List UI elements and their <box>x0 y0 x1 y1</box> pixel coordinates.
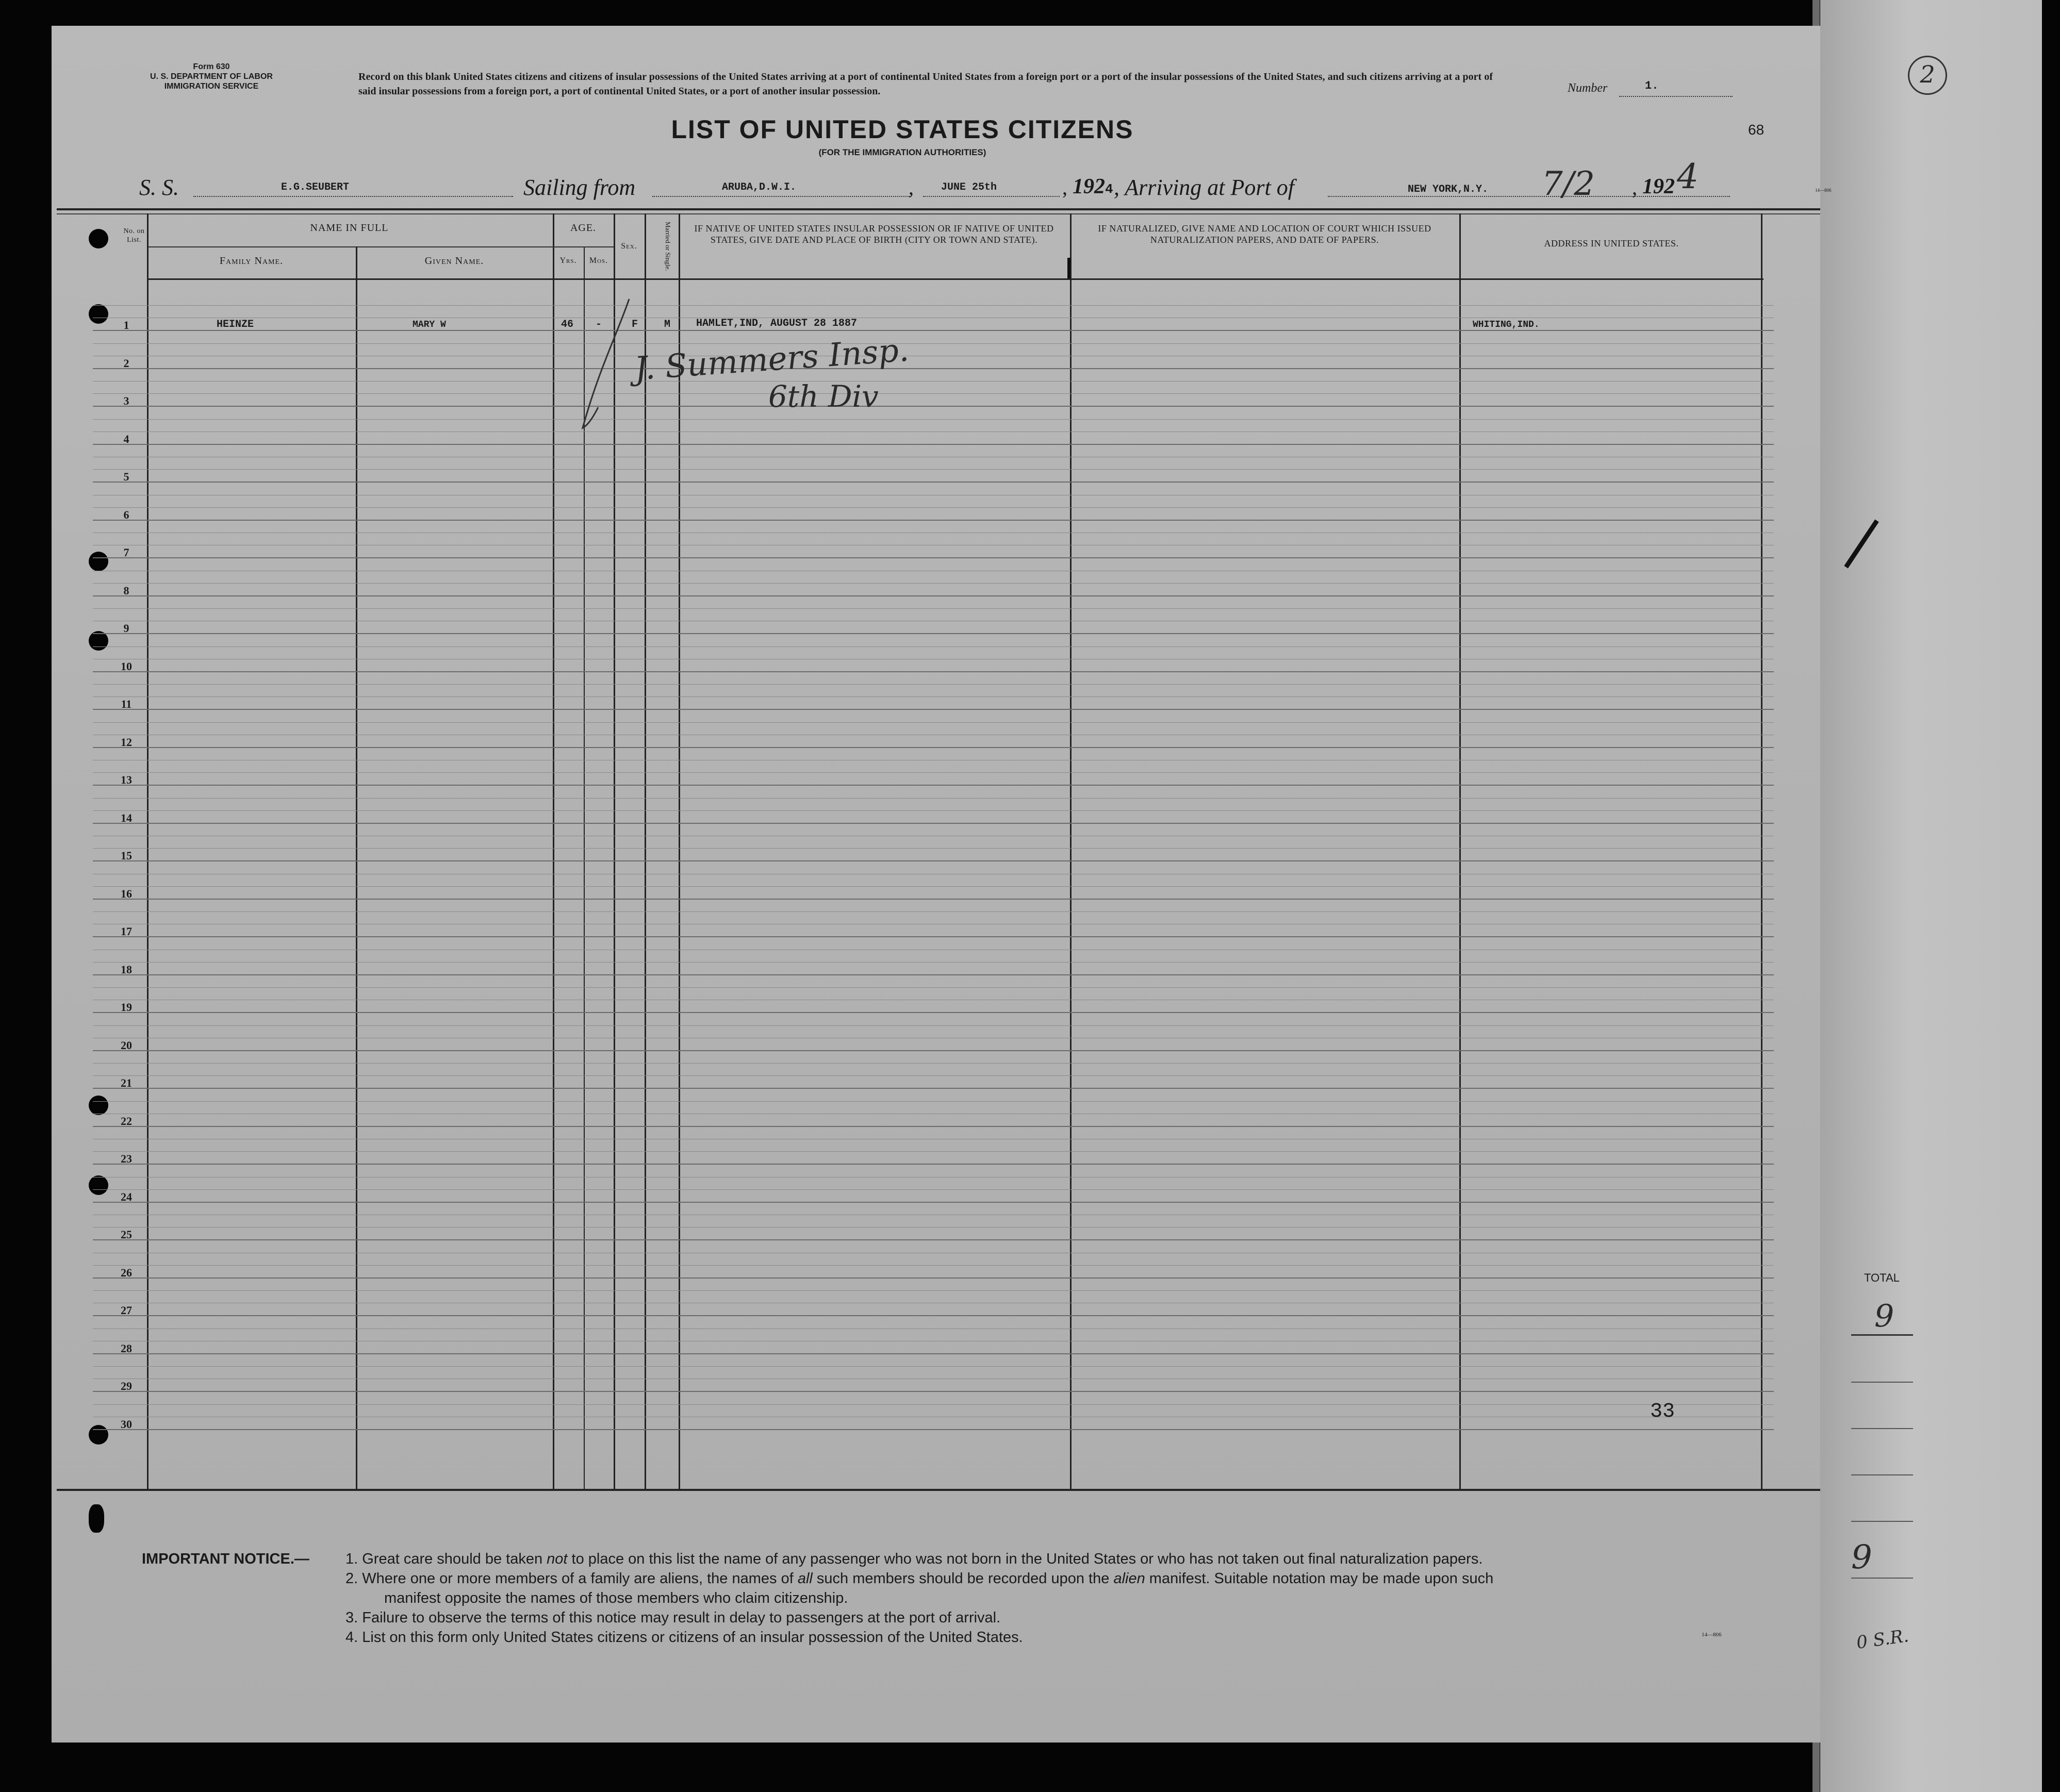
col-address: ADDRESS IN UNITED STATES. <box>1544 238 1679 248</box>
row-rule <box>93 520 1774 521</box>
row-rule <box>93 1277 1774 1279</box>
row-number: 10 <box>121 659 132 673</box>
arrival-date-handwritten: 7/2 <box>1542 165 1595 203</box>
row-number: 8 <box>123 584 129 597</box>
col-name-in-full: NAME IN FULL <box>310 222 389 234</box>
ss-label: S. S. <box>139 175 179 200</box>
row-rule <box>93 583 1774 584</box>
notice-item-1: 1. Great care should be taken not to place on this list the name of any passenger who was not born in the United States or who has not taken out final naturalization papers. <box>345 1551 1483 1567</box>
entry-sex: F <box>632 319 638 330</box>
row-rule <box>93 860 1774 861</box>
row-rule <box>93 1126 1774 1127</box>
row-rule <box>93 482 1774 483</box>
row-rule <box>93 393 1774 394</box>
row-rule <box>93 1366 1774 1367</box>
ship-name: E.G.SEUBERT <box>281 181 350 193</box>
department-name: U. S. DEPARTMENT OF LABOR <box>150 72 273 81</box>
comma: , <box>1632 176 1637 199</box>
row-number: 17 <box>121 925 132 938</box>
departure-year-prefix: 192 <box>1073 175 1105 198</box>
col-given-name: Given Name. <box>424 255 484 267</box>
row-rule <box>93 1063 1774 1064</box>
entry-birth-place-date: HAMLET,IND, AUGUST 28 1887 <box>696 318 858 329</box>
notice-item-3: 3. Failure to observe the terms of this notice may result in delay to passengers at the port of arrival. <box>345 1610 1001 1626</box>
row-number: 23 <box>121 1152 132 1165</box>
col-married-single: Married or Single. <box>664 222 672 271</box>
notice-item-2-cont: manifest opposite the names of those members who claim citizenship. <box>384 1590 848 1606</box>
page-title: LIST OF UNITED STATES CITIZENS <box>671 115 1134 144</box>
ink-mark <box>1067 258 1070 278</box>
row-number: 29 <box>121 1380 132 1392</box>
row-rule <box>93 785 1774 786</box>
row-rule <box>93 684 1774 685</box>
number-label: Number <box>1568 81 1608 95</box>
row-number: 15 <box>121 849 132 862</box>
row-rule <box>93 747 1774 748</box>
row-rule <box>93 368 1774 369</box>
print-code-bottom: 14—806 <box>1702 1632 1722 1638</box>
margin-pen-stroke <box>1836 516 1882 572</box>
row-rule <box>93 330 1774 331</box>
print-code-top: 14—806 <box>1815 188 1832 193</box>
arriving-label: , Arriving at Port of <box>1114 175 1294 200</box>
margin-lower-value: 9 <box>1851 1538 1872 1577</box>
row-number: 13 <box>121 773 132 786</box>
row-number: 28 <box>121 1341 132 1355</box>
number-value: 1. <box>1645 79 1659 92</box>
header-bottom-rule <box>147 278 1764 280</box>
notice-item-4: 4. List on this form only United States citizens or citizens of an insular possession of the United States. <box>345 1629 1023 1646</box>
row-rule <box>93 1290 1774 1291</box>
row-rule <box>93 1075 1774 1076</box>
inspector-signature: J. Summers Insp. <box>633 330 910 388</box>
punch-hole <box>89 1504 104 1533</box>
row-rule <box>93 823 1774 824</box>
arrival-year-suffix: 4 <box>1677 157 1699 196</box>
row-rule <box>93 595 1774 596</box>
row-number: 24 <box>121 1190 132 1203</box>
row-rule <box>93 469 1774 470</box>
row-rule <box>93 305 1774 306</box>
inspector-division: 6th Div <box>768 379 879 414</box>
col-no-on-list: No. on List. <box>123 227 145 244</box>
row-number: 27 <box>121 1304 132 1317</box>
row-rule <box>93 1050 1774 1051</box>
inspector-pen-stroke <box>578 289 639 443</box>
row-number: 25 <box>121 1228 132 1241</box>
col-sex: Sex. <box>621 242 637 251</box>
col-age: AGE. <box>570 222 597 234</box>
row-rule <box>93 1353 1774 1354</box>
margin-total-label: TOTAL <box>1864 1271 1900 1284</box>
row-number: 20 <box>121 1038 132 1052</box>
col-naturalized: IF NATURALIZED, GIVE NAME AND LOCATION OF COURT WHICH ISSUED NATURALIZATION PAPERS, AND DATE OF PAPERS. <box>1098 223 1431 245</box>
entry-marital-status: M <box>664 319 671 330</box>
row-rule <box>93 936 1774 937</box>
departure-date: JUNE 25th <box>941 181 997 193</box>
margin-bottom-mark: 0 S.R. <box>1855 1625 1910 1653</box>
row-number: 3 <box>123 394 129 407</box>
adjacent-page-edge <box>1820 0 2042 1792</box>
row-rule <box>93 1239 1774 1240</box>
row-rule <box>93 1202 1774 1203</box>
col-native-birth: IF NATIVE OF UNITED STATES INSULAR POSSESSION OR IF NATIVE OF UNITED STATES, GIVE DATE AND PLACE OF BIRTH (CITY OR TOWN AND STATE). <box>694 223 1054 245</box>
form-instructions: Record on this blank United States citizens and citizens of insular possessions of the United States arriving at a port of continental United States from a foreign port or a port of the insular possessions of the United States, and such citizens arriving at a port of said insular possessions from a foreign port, a port of continental United States, or a port of another insular possession. <box>358 71 1493 97</box>
row-rule <box>93 722 1774 723</box>
row-rule <box>93 974 1774 975</box>
row-number: 22 <box>121 1114 132 1127</box>
row-rule <box>93 1164 1774 1165</box>
departure-port: ARUBA,D.W.I. <box>722 181 797 193</box>
notice-item-2: 2. Where one or more members of a family are aliens, the names of all such members should be recorded upon the alien manifest. Suitable notation may be made upon such <box>345 1570 1494 1587</box>
form-issuer-block <box>103 62 320 91</box>
row-number: 30 <box>121 1417 132 1431</box>
entry-family-name: HEINZE <box>217 319 254 330</box>
row-rule <box>93 406 1774 407</box>
table-frame-top <box>57 208 1820 1499</box>
page-number: 68 <box>1748 122 1765 138</box>
row-rule <box>93 1025 1774 1026</box>
entry-given-name: MARY W <box>413 320 446 330</box>
entry-address: WHITING,IND. <box>1473 320 1540 330</box>
row-rule <box>93 810 1774 811</box>
row-rule <box>93 1088 1774 1089</box>
arrival-port: NEW YORK,N.Y. <box>1408 184 1489 195</box>
comma: , <box>909 176 914 199</box>
row-rule <box>93 1101 1774 1102</box>
row-rule <box>93 1315 1774 1316</box>
margin-total-value: 9 <box>1874 1298 1894 1334</box>
row-number: 14 <box>121 811 132 824</box>
row-number: 7 <box>123 546 129 559</box>
row-rule <box>93 1151 1774 1152</box>
row-number: 18 <box>121 963 132 976</box>
departure-year-suffix: 4 <box>1105 181 1113 197</box>
form-number: Form 630 <box>193 62 230 71</box>
entry-age-months: - <box>596 319 602 330</box>
row-number: 4 <box>123 432 129 445</box>
row-number: 1 <box>123 319 129 331</box>
row-rule <box>93 886 1774 887</box>
sailing-from-label: Sailing from <box>523 175 636 200</box>
row-rule <box>93 507 1774 508</box>
col-mos: Mos. <box>589 256 608 265</box>
row-number: 5 <box>123 470 129 483</box>
row-rule <box>93 1265 1774 1266</box>
entry-age-years: 46 <box>561 319 574 330</box>
col-yrs: Yrs. <box>559 256 577 265</box>
row-rule <box>93 608 1774 609</box>
page-subtitle: (FOR THE IMMIGRATION AUTHORITIES) <box>818 147 986 157</box>
service-name: IMMIGRATION SERVICE <box>164 82 259 91</box>
row-rule <box>93 633 1774 634</box>
bottom-count-number: 33 <box>1650 1400 1675 1423</box>
row-rule <box>93 1391 1774 1392</box>
row-rule <box>93 848 1774 849</box>
row-number: 9 <box>123 622 129 635</box>
row-rule <box>93 899 1774 900</box>
row-number: 11 <box>121 698 132 710</box>
row-rule <box>93 772 1774 773</box>
col-family-name: Family Name. <box>219 255 284 267</box>
comma: , <box>1062 176 1067 199</box>
row-rule <box>93 557 1774 558</box>
arrival-year-prefix: 192 <box>1642 175 1675 198</box>
row-rule <box>93 671 1774 672</box>
row-rule <box>93 1429 1774 1430</box>
row-rule <box>93 646 1774 647</box>
corner-page-mark: 2 <box>1908 56 1947 95</box>
row-number: 12 <box>121 735 132 749</box>
row-rule <box>93 798 1774 799</box>
table-frame-bottom <box>57 1489 1820 1491</box>
row-rule <box>93 987 1774 988</box>
row-number: 16 <box>121 887 132 900</box>
row-number: 6 <box>123 508 129 521</box>
row-number: 21 <box>121 1076 132 1089</box>
row-rule <box>93 419 1774 420</box>
row-rule <box>93 911 1774 912</box>
row-number: 2 <box>123 356 129 370</box>
notice-heading: IMPORTANT NOTICE.— <box>142 1551 309 1567</box>
row-rule <box>93 343 1774 344</box>
row-rule <box>93 962 1774 963</box>
row-rule <box>93 444 1774 445</box>
row-rule <box>93 709 1774 710</box>
row-rule <box>93 696 1774 697</box>
row-rule <box>93 1189 1774 1190</box>
row-rule <box>93 1404 1774 1405</box>
row-number: 19 <box>121 1001 132 1014</box>
row-rule <box>93 1012 1774 1013</box>
row-number: 26 <box>121 1266 132 1279</box>
